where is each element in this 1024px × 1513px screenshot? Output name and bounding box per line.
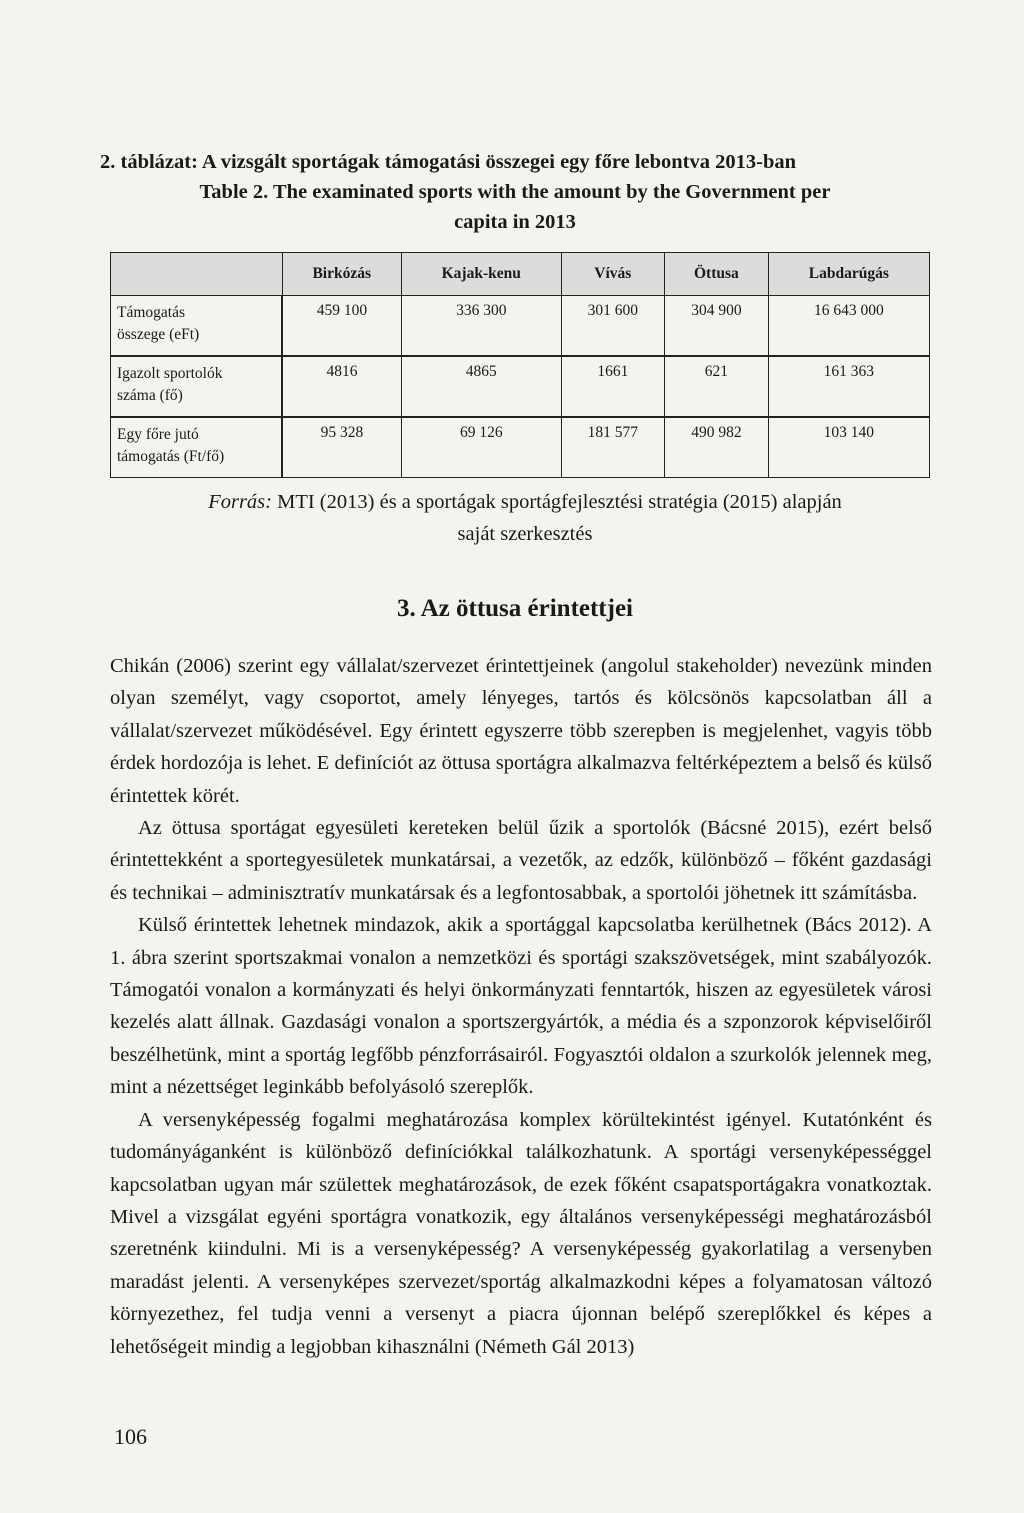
row-label: Igazolt sportolók száma (fő): [111, 356, 283, 417]
sports-funding-table: [110, 252, 930, 478]
table-source-note: [120, 486, 930, 550]
table-row: [111, 296, 930, 357]
section-heading: 3. Az öttusa érintettjei: [396, 595, 634, 622]
table-row: [111, 417, 930, 478]
table-cell: 181 577: [561, 417, 665, 478]
caption-hungarian: 2. táblázat: A vizsgált sportágak támogatási összegei egy főre lebontva 2013-ban: [100, 151, 796, 173]
table-cell: 16 643 000: [768, 296, 929, 357]
table-cell: 95 328: [282, 417, 401, 478]
table-cell: 304 900: [665, 296, 769, 357]
column-header: Birkózás: [282, 253, 401, 296]
table-caption: [100, 147, 930, 237]
column-header: Öttusa: [665, 253, 769, 296]
table-header-row: [111, 253, 930, 296]
paragraph: Az öttusa sportágat egyesületi kereteken belül űzik a sportolók (Bácsné 2015), ezért belső érintettekként a sportegyesületek munkatársai, a vezetők, az edzők, különböző – főként gazdasági és technikai – adminisztratív munkatársak és a legfontosabbak, a sportolói jöhetnek itt számításba.: [110, 817, 932, 904]
column-header: Kajak-kenu: [401, 253, 561, 296]
row-label: Támogatás összege (eFt): [111, 296, 283, 357]
caption-english-line-1: Table 2. The examinated sports with the amount by the Government per: [199, 181, 831, 203]
table-cell: 621: [665, 356, 769, 417]
section-body: [110, 650, 932, 1363]
table-cell: 4865: [401, 356, 561, 417]
table-cell: 301 600: [561, 296, 665, 357]
table-cell: 1661: [561, 356, 665, 417]
row-label: Egy főre jutó támogatás (Ft/fő): [111, 417, 283, 478]
table-row: [111, 356, 930, 417]
table-corner-cell: [111, 253, 283, 296]
source-text-line-1: MTI (2013) és a sportágak sportágfejlesztési stratégia (2015) alapján: [277, 491, 842, 513]
table-cell: 161 363: [768, 356, 929, 417]
page-number: 106: [114, 1424, 147, 1449]
table-cell: 69 126: [401, 417, 561, 478]
column-header: Vívás: [561, 253, 665, 296]
column-header: Labdarúgás: [768, 253, 929, 296]
caption-english-line-2: capita in 2013: [454, 211, 576, 233]
paragraph: A versenyképesség fogalmi meghatározása komplex körültekintést igényel. Kutatónként és tudományáganként is különböző definíciókkal találkozhatunk. A sportági versenyképességgel kapcsolatban ugyan már születtek meghatározások, de ezek főként csapatsportágakra vonatkoztak. Mivel a vizsgálat egyéni sportágra vonatkozik, egy általános versenyképességi meghatározásból szeretnénk kiindulni. Mi is a versenyképesség? A versenyképesség gyakorlatilag a versenyben maradást jelenti. A versenyképes szervezet/sportág alkalmazkodni képes a folyamatosan változó környezethez, fel tudja venni a versenyt a piacra újonnan belépő szereplőkkel és képes a lehetőségeit mindig a legjobban kihasználni (Németh Gál 2013): [110, 1108, 932, 1358]
source-text-line-2: saját szerkesztés: [457, 523, 593, 545]
paragraph: Külső érintettek lehetnek mindazok, akik a sportággal kapcsolatba kerülhetnek (Bács 2012). A 1. ábra szerint sportszakmai vonalon a nemzetközi és sportági szakszövetségek, mint szabályozók. Támogatói vonalon a kormányzati és helyi önkormányzati fenntartók, hiszen az egyesületek városi kezelés alatt állnak. Gazdasági vonalon a sportszergyártók, a média és a szponzorok képviselőiről beszélhetünk, mint a sportág legfőbb pénzforrásairól. Fogyasztói oldalon a szurkolók jelennek meg, mint a nézettséget leginkább befolyásoló szereplők.: [110, 914, 932, 1099]
source-label: Forrás:: [208, 491, 272, 513]
table-cell: 490 982: [665, 417, 769, 478]
paragraph: Chikán (2006) szerint egy vállalat/szervezet érintettjeinek (angolul stakeholder) nevezünk minden olyan személyt, vagy csoportot, amely lényeges, tartós és kölcsönös kapcsolatban áll a vállalat/szervezet működésével. Egy érintett egyszerre több szerepben is megjelenhet, vagyis több érdek hordozója is lehet. E definíciót az öttusa sportágra alkalmazva feltérképeztem a belső és külső érintettek körét.: [110, 655, 932, 807]
table-cell: 459 100: [282, 296, 401, 357]
table-cell: 4816: [282, 356, 401, 417]
table-cell: 336 300: [401, 296, 561, 357]
table-cell: 103 140: [768, 417, 929, 478]
